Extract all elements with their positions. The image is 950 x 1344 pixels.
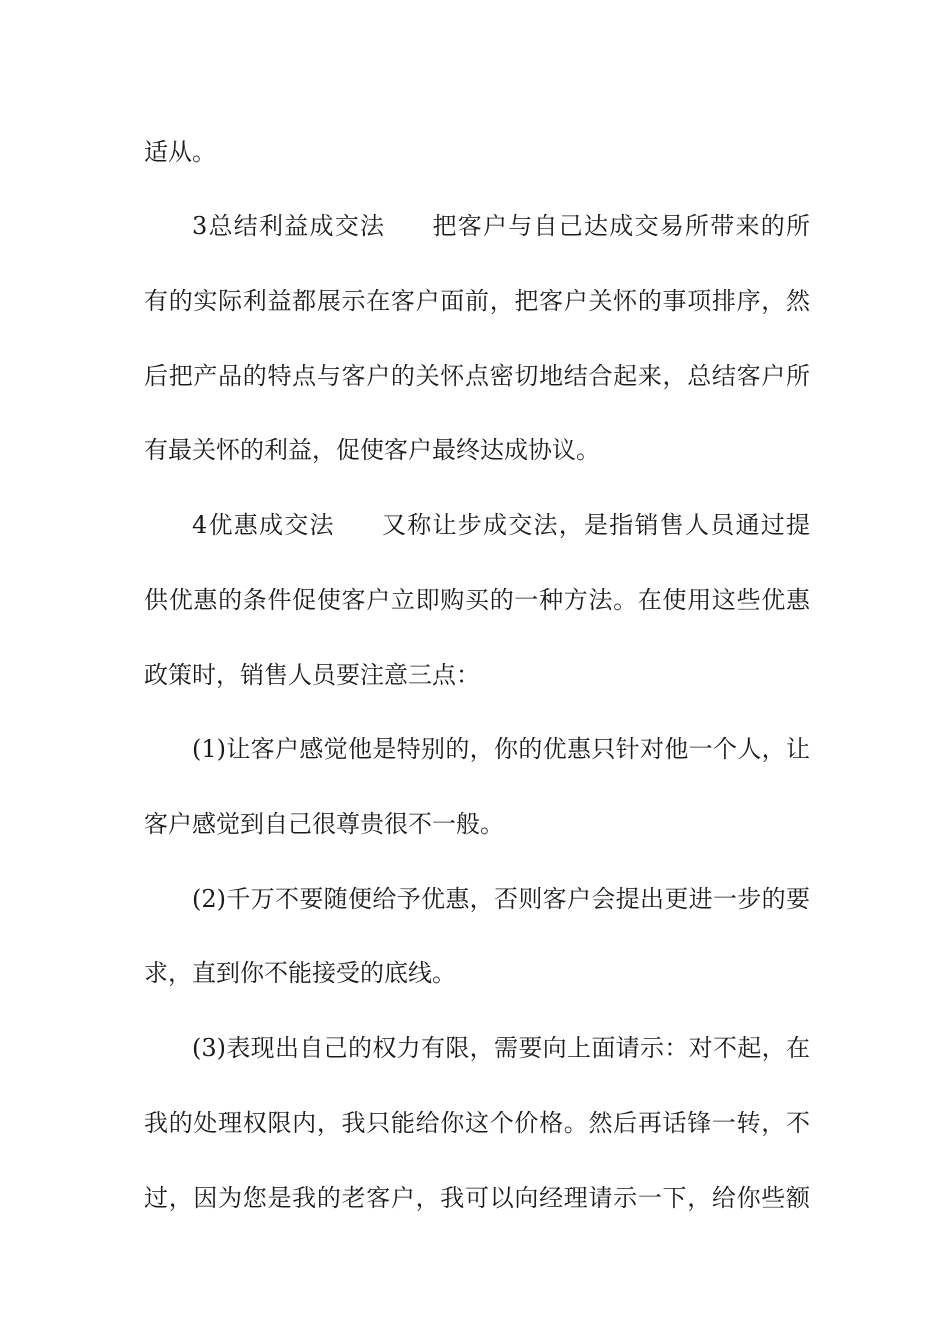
text-span: 又称让步成交法，是指销售人员通过提 [380,511,810,539]
text-span: 客户感觉到自己很尊贵很不一般。 [144,810,504,838]
text-span: 适从。 [144,138,216,166]
text-span: 有最关怀的利益，促使客户最终达成协议。 [144,436,600,464]
text-span: 有的实际利益都展示在客户面前，把客户关怀的事项排序，然 [144,287,810,315]
paragraph-line [144,584,810,616]
paragraph-line [144,285,810,317]
paragraph-line [144,808,810,840]
text-span: 政策时，销售人员要注意三点： [144,661,480,689]
section-title-3: 3总结利益成交法 [192,212,386,240]
text-span: (2)千万不要随便给予优惠，否则客户会提出更进一步的要 [192,885,810,913]
text-span: (1)让客户感觉他是特别的，你的优惠只针对他一个人，让 [192,735,810,763]
section-heading-line [192,509,810,541]
text-span: 把客户与自己达成交易所带来的所 [431,212,810,240]
paragraph-line [144,659,810,691]
paragraph-line [144,957,810,989]
text-span: 过，因为您是我的老客户，我可以向经理请示一下，给你些额 [144,1184,810,1212]
list-item-1-line [192,733,810,765]
paragraph-line [144,434,810,466]
list-item-3-line [192,1032,810,1064]
text-span: (3)表现出自己的权力有限，需要向上面请示：对不起，在 [192,1034,810,1062]
paragraph-line [144,1182,810,1214]
text-span: 供优惠的条件促使客户立即购买的一种方法。在使用这些优惠 [144,586,810,614]
section-heading-line [192,210,810,242]
paragraph-line [144,360,810,392]
paragraph-line [144,1107,810,1139]
text-span: 求，直到你不能接受的底线。 [144,959,456,987]
text-span: 后把产品的特点与客户的关怀点密切地结合起来，总结客户所 [144,362,810,390]
section-title-4: 4优惠成交法 [192,511,335,539]
paragraph-line [144,136,810,168]
list-item-2-line [192,883,810,915]
text-span: 我的处理权限内，我只能给你这个价格。然后再话锋一转，不 [144,1109,810,1137]
